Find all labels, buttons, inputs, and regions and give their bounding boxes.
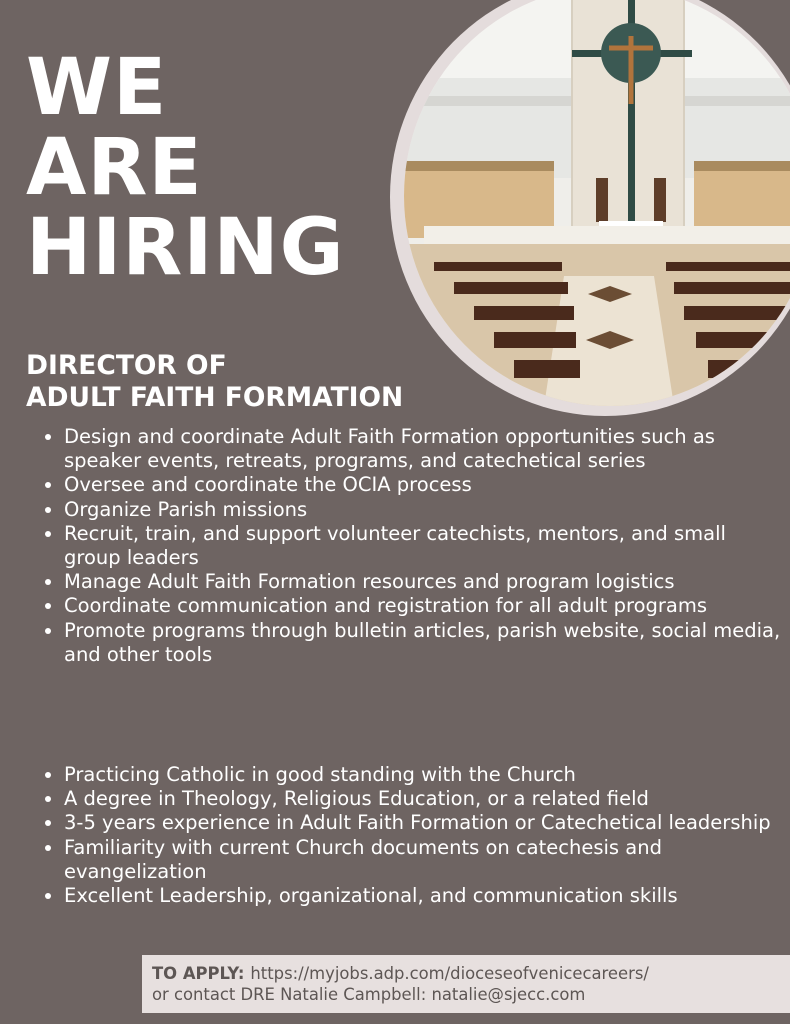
hero-line-we: WE [26, 43, 168, 133]
apply-line-1 [152, 963, 780, 984]
hero-title [26, 43, 345, 293]
apply-url-link[interactable]: https://myjobs.adp.com/dioceseofvenicecareers/ [250, 964, 649, 983]
apply-contact[interactable]: or contact DRE Natalie Campbell: natalie@sjecc.com [152, 985, 586, 1004]
hero-line-hiring: HIRING [26, 203, 345, 293]
list-item: • Promote programs through bulletin articles, parish website, social media, and other tools [64, 619, 784, 667]
role-title [26, 350, 403, 414]
list-item: • Manage Adult Faith Formation resources and program logistics [64, 570, 784, 594]
responsibilities-list [40, 425, 784, 667]
list-item: • A degree in Theology, Religious Education, or a related field [64, 787, 784, 811]
list-item: • Coordinate communication and registration for all adult programs [64, 594, 784, 618]
list-item: • Familiarity with current Church documents on catechesis and evangelization [64, 836, 784, 884]
list-item: • 3-5 years experience in Adult Faith Formation or Catechetical leadership [64, 811, 784, 835]
list-item: • Oversee and coordinate the OCIA process [64, 473, 784, 497]
list-item: • Design and coordinate Adult Faith Formation opportunities such as speaker events, retreats, programs, and catechetical series [64, 425, 784, 473]
role-title-line-1: DIRECTOR OF [26, 350, 227, 381]
list-item: • Organize Parish missions [64, 498, 784, 522]
hero-line-are: ARE [26, 123, 203, 213]
list-item: • Recruit, train, and support volunteer catechists, mentors, and small group leaders [64, 522, 784, 570]
requirements-list [40, 763, 784, 908]
role-title-line-2: ADULT FAITH FORMATION [26, 382, 404, 413]
apply-label: TO APPLY: [152, 964, 245, 983]
apply-box [142, 955, 790, 1013]
list-item: • Excellent Leadership, organizational, and communication skills [64, 884, 784, 908]
list-item: • Practicing Catholic in good standing with the Church [64, 763, 784, 787]
